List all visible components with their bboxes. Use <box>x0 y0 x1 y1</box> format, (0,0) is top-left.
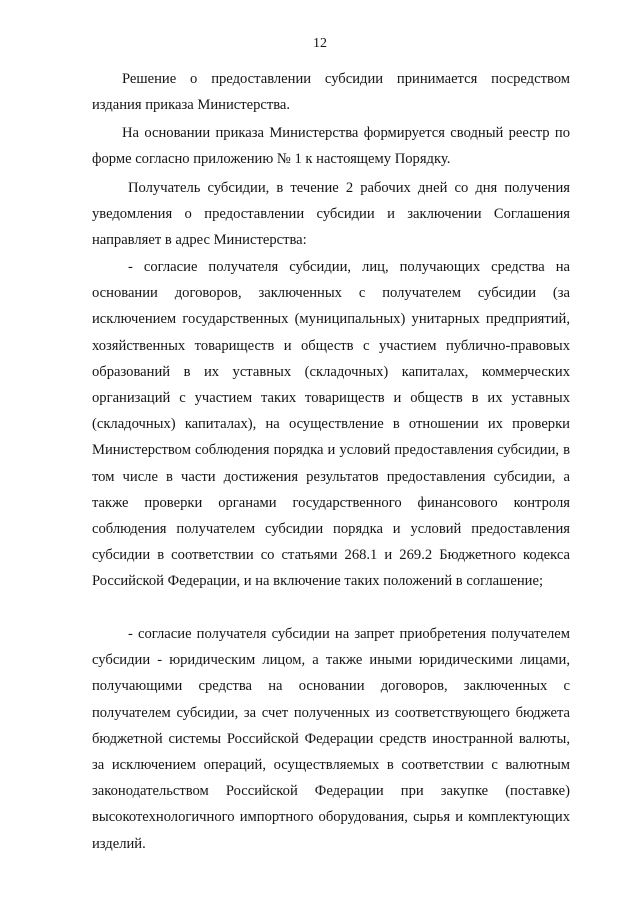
paragraph-recipient <box>92 176 570 253</box>
paragraph-text: На основании приказа Министерства формируется сводный реестр по форме согласно приложению № 1 к настоящему Порядку. <box>92 125 570 167</box>
paragraph-text: Получатель субсидии, в течение 2 рабочих дней со дня получения уведомления о предоставлении субсидии и заключении Соглашения направляет в адрес Министерства: <box>92 180 570 248</box>
paragraph-text: - согласие получателя субсидии, лиц, получающих средства на основании договоров, заключенных с получателем субсидии (за исключением государственных (муниципальных) унитарных предприятий, хозяйственных товариществ и обществ с участием публично-правовых образований в их уставных (складочных) капиталах, коммерческих организаций с участием таких товариществ и обществ в их уставных (складочных) капиталах), на осуществление в отношении их проверки Министерством соблюдения порядка и условий предоставления субсидии, в том числе в части достижения результатов предоставления субсидии, а также проверки органами государственного финансового контроля соблюдения получателем субсидии порядка и условий предоставления субсидии в соответствии со статьями 268.1 и 269.2 Бюджетного кодекса Российской Федерации, и на включение таких положений в соглашение; <box>92 259 570 590</box>
paragraph-registry <box>92 121 570 173</box>
paragraph-consent-audit <box>92 254 570 595</box>
paragraph-decision <box>92 67 570 119</box>
paragraph-text: Решение о предоставлении субсидии принимается посредством издания приказа Министерства. <box>92 71 570 113</box>
paragraph-consent-currency <box>92 621 570 857</box>
paragraph-text: - согласие получателя субсидии на запрет приобретения получателем субсидии - юридическим лицом, а также иными юридическими лицами, получающими средства на основании договоров, заключенных с получателем субсидии, за счет полученных из соответствующего бюджета бюджетной системы Российской Федерации средств иностранной валюты, за исключением операций, осуществляемых в соответствии с валютным законодательством Российской Федерации при закупке (поставке) высокотехнологичного импортного оборудования, сырья и комплектующих изделий. <box>92 626 570 852</box>
page-number: 12 <box>313 36 327 51</box>
